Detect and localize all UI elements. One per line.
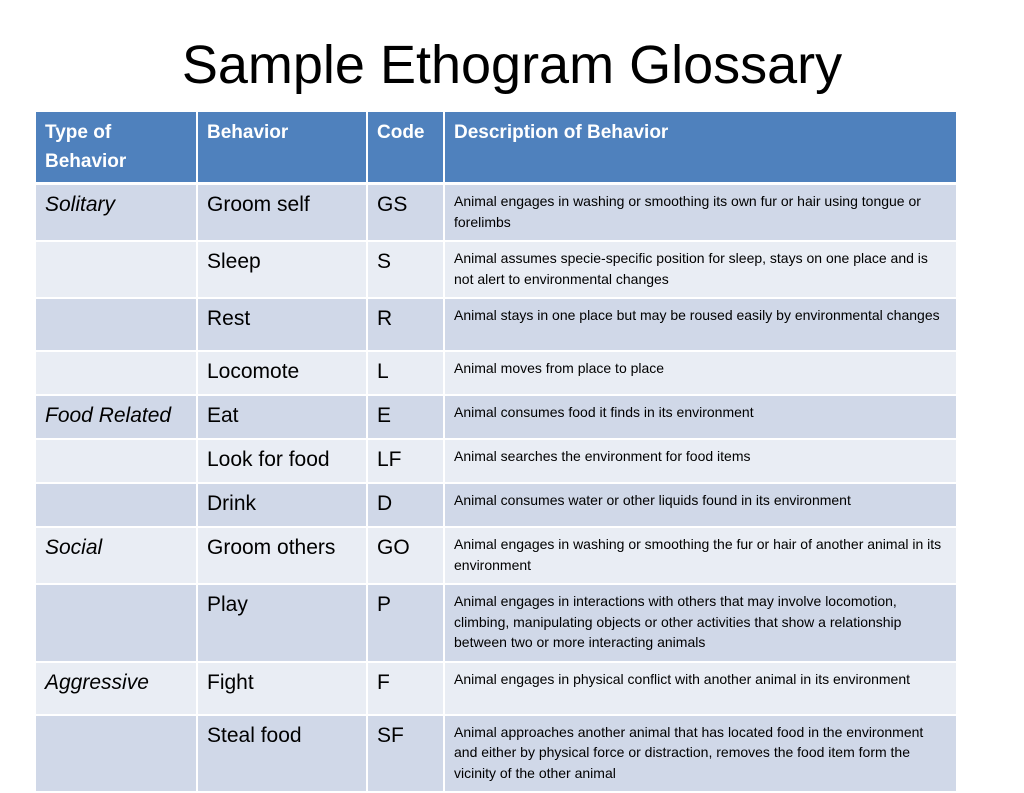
description-cell: Animal consumes food it finds in its environment — [444, 395, 957, 439]
description-cell: Animal approaches another animal that has located food in the environment and either by physical force or distraction, removes the food item form the vicinity of the other animal — [444, 715, 957, 793]
table-row — [35, 351, 957, 395]
behavior-cell: Drink — [197, 483, 367, 527]
code-cell: E — [367, 395, 444, 439]
type-cell: Food Related — [35, 395, 197, 439]
behavior-cell: Groom others — [197, 527, 367, 584]
code-cell: SF — [367, 715, 444, 793]
type-cell: Solitary — [35, 184, 197, 242]
table-row — [35, 241, 957, 298]
header-behavior: Behavior — [197, 111, 367, 184]
behavior-cell: Locomote — [197, 351, 367, 395]
behavior-cell: Look for food — [197, 439, 367, 483]
description-cell: Animal consumes water or other liquids found in its environment — [444, 483, 957, 527]
description-cell: Animal assumes specie-specific position for sleep, stays on one place and is not alert to environmental changes — [444, 241, 957, 298]
description-cell: Animal stays in one place but may be roused easily by environmental changes — [444, 298, 957, 351]
table-row — [35, 584, 957, 662]
behavior-cell: Sleep — [197, 241, 367, 298]
description-cell: Animal engages in washing or smoothing its own fur or hair using tongue or forelimbs — [444, 184, 957, 242]
code-cell: L — [367, 351, 444, 395]
description-cell: Animal searches the environment for food items — [444, 439, 957, 483]
header-code: Code — [367, 111, 444, 184]
code-cell: LF — [367, 439, 444, 483]
type-cell — [35, 584, 197, 662]
header-description: Description of Behavior — [444, 111, 957, 184]
type-cell — [35, 241, 197, 298]
table-row — [35, 662, 957, 715]
code-cell: P — [367, 584, 444, 662]
description-cell: Animal moves from place to place — [444, 351, 957, 395]
header-type: Type of Behavior — [35, 111, 197, 184]
type-cell — [35, 715, 197, 793]
table-row — [35, 395, 957, 439]
code-cell: D — [367, 483, 444, 527]
type-cell: Aggressive — [35, 662, 197, 715]
type-cell: Social — [35, 527, 197, 584]
description-cell: Animal engages in physical conflict with another animal in its environment — [444, 662, 957, 715]
table-header-row — [35, 111, 957, 184]
behavior-cell: Fight — [197, 662, 367, 715]
behavior-cell: Groom self — [197, 184, 367, 242]
behavior-cell: Eat — [197, 395, 367, 439]
description-cell: Animal engages in washing or smoothing the fur or hair of another animal in its environment — [444, 527, 957, 584]
code-cell: R — [367, 298, 444, 351]
type-cell — [35, 483, 197, 527]
ethogram-table — [34, 110, 958, 793]
table-row — [35, 527, 957, 584]
code-cell: GS — [367, 184, 444, 242]
code-cell: GO — [367, 527, 444, 584]
behavior-cell: Rest — [197, 298, 367, 351]
type-cell — [35, 439, 197, 483]
behavior-cell: Steal food — [197, 715, 367, 793]
description-cell: Animal engages in interactions with others that may involve locomotion, climbing, manipulating objects or other activities that show a relationship between two or more interacting animals — [444, 584, 957, 662]
table-row — [35, 298, 957, 351]
type-cell — [35, 351, 197, 395]
table-row — [35, 483, 957, 527]
table-row — [35, 715, 957, 793]
code-cell: F — [367, 662, 444, 715]
code-cell: S — [367, 241, 444, 298]
type-cell — [35, 298, 197, 351]
behavior-cell: Play — [197, 584, 367, 662]
table-row — [35, 439, 957, 483]
table-row — [35, 184, 957, 242]
page-title: Sample Ethogram Glossary — [181, 35, 843, 95]
